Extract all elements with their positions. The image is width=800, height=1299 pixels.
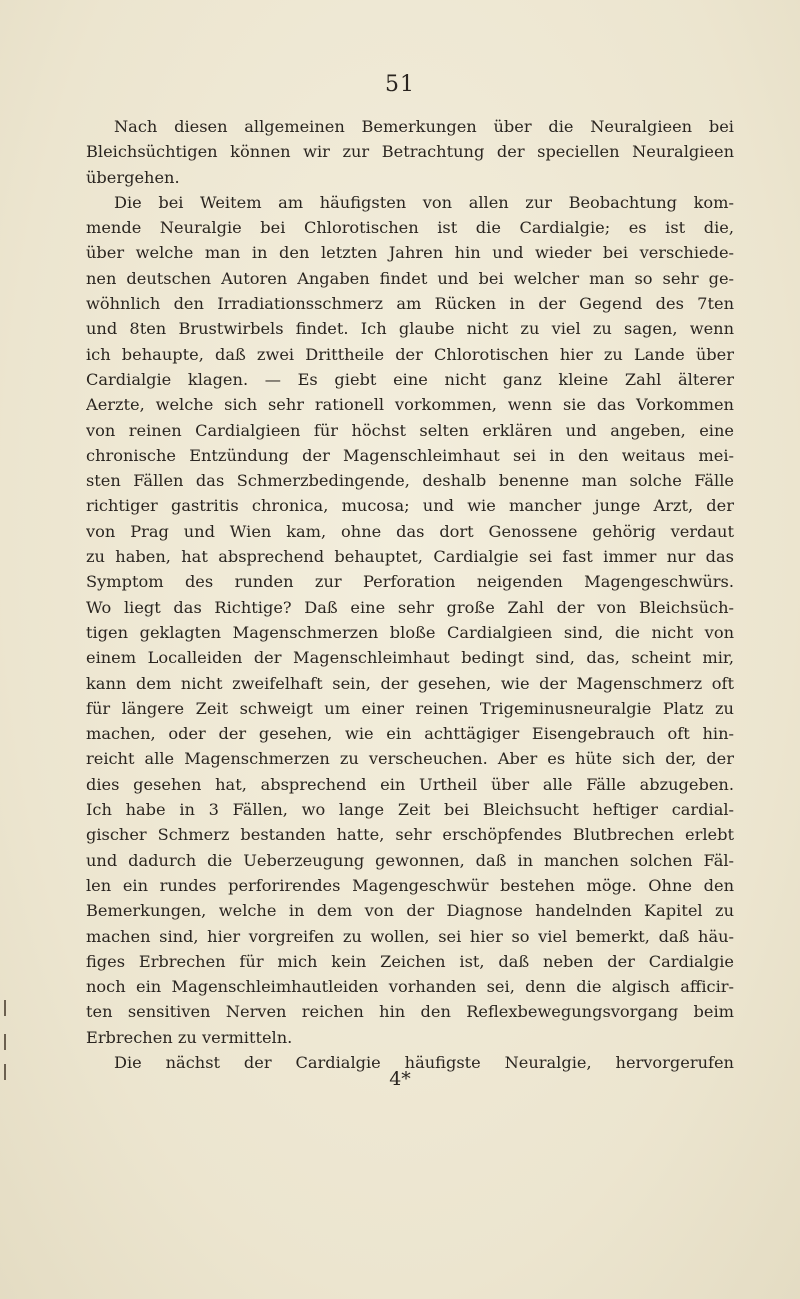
- text-line: sten Fällen das Schmerzbedingende, deshalb benenne man solche Fälle: [86, 471, 734, 491]
- text-line: gischer Schmerz bestanden hatte, sehr erschöpfendes Blutbrechen erlebt: [86, 825, 734, 845]
- text-line: einem Localleiden der Magenschleimhaut bedingt sind, das, scheint mir,: [86, 648, 734, 668]
- text-line: Nach diesen allgemeinen Bemerkungen über die Neuralgieen bei: [114, 117, 734, 136]
- text-line: Die nächst der Cardialgie häufigste Neuralgie, hervorgerufen: [114, 1052, 734, 1072]
- text-line: übergehen.: [86, 167, 180, 187]
- text-line: len ein rundes perforirendes Magengeschwür bestehen möge. Ohne den: [86, 875, 734, 895]
- text-line: Bemerkungen, welche in dem von der Diagnose handelnden Kapitel zu: [86, 901, 734, 921]
- text-line: dies gesehen hat, absprechend ein Urtheil über alle Fälle abzugeben.: [86, 774, 734, 794]
- body-text: [86, 114, 734, 1075]
- text-line: noch ein Magenschleimhautleiden vorhanden sei, denn die algisch afficir-: [86, 977, 734, 997]
- text-line: von Prag und Wien kam, ohne das dort Genossene gehörig verdaut: [86, 521, 734, 541]
- margin-marks: [4, 1000, 10, 1080]
- text-line: richtiger gastritis chronica, mucosa; und wie mancher junge Arzt, der: [86, 496, 734, 516]
- text-line: Ich habe in 3 Fällen, wo lange Zeit bei Bleichsucht heftiger cardial-: [86, 800, 734, 820]
- text-line: machen sind, hier vorgreifen zu wollen, sei hier so viel bemerkt, daß häu-: [86, 926, 734, 946]
- signature-mark: 4*: [389, 1068, 411, 1090]
- text-line: Aerzte, welche sich sehr rationell vorkommen, wenn sie das Vorkommen: [86, 395, 734, 415]
- text-line: Bleichsüchtigen können wir zur Betrachtung der speciellen Neuralgieen: [86, 142, 734, 162]
- text-line: ten sensitiven Nerven reichen hin den Reflexbewegungsvorgang beim: [86, 1002, 734, 1022]
- text-line: über welche man in den letzten Jahren hin und wieder bei verschiede-: [86, 243, 734, 263]
- text-line: Wo liegt das Richtige? Daß eine sehr große Zahl der von Bleichsüch-: [86, 597, 734, 617]
- text-line: Erbrechen zu vermitteln.: [86, 1027, 293, 1047]
- text-line: und 8ten Brustwirbels findet. Ich glaube nicht zu viel zu sagen, wenn: [86, 319, 734, 339]
- text-line: ich behaupte, daß zwei Drittheile der Chlorotischen hier zu Lande über: [86, 344, 734, 364]
- text-line: mende Neuralgie bei Chlorotischen ist die Cardialgie; es ist die,: [86, 218, 734, 238]
- text-line: für längere Zeit schweigt um einer reinen Trigeminusneuralgie Platz zu: [86, 698, 734, 718]
- text-line: tigen geklagten Magenschmerzen bloße Cardialgieen sind, die nicht von: [86, 622, 734, 642]
- text-line: Cardialgie klagen. — Es giebt eine nicht ganz kleine Zahl älterer: [86, 369, 734, 389]
- text-line: nen deutschen Autoren Angaben findet und bei welcher man so sehr ge-: [86, 268, 734, 288]
- text-line: Die bei Weitem am häufigsten von allen zur Beobachtung kom-: [114, 192, 734, 212]
- text-line: und dadurch die Ueberzeugung gewonnen, daß in manchen solchen Fäl-: [86, 850, 734, 870]
- text-line: machen, oder der gesehen, wie ein achttägiger Eisengebrauch oft hin-: [86, 724, 734, 744]
- text-line: kann dem nicht zweifelhaft sein, der gesehen, wie der Magenschmerz oft: [86, 673, 734, 693]
- text-line: Symptom des runden zur Perforation neigenden Magengeschwürs.: [86, 572, 734, 592]
- text-line: von reinen Cardialgieen für höchst selten erklären und angeben, eine: [86, 420, 734, 440]
- text-line: chronische Entzündung der Magenschleimhaut sei in den weitaus mei-: [86, 445, 734, 465]
- text-line: zu haben, hat absprechend behauptet, Cardialgie sei fast immer nur das: [86, 547, 734, 567]
- text-line: reicht alle Magenschmerzen zu verscheuchen. Aber es hüte sich der, der: [86, 749, 734, 769]
- text-line: wöhnlich den Irradiationsschmerz am Rücken in der Gegend des 7ten: [86, 294, 734, 314]
- page-number: 51: [385, 72, 415, 97]
- text-line: figes Erbrechen für mich kein Zeichen ist, daß neben der Cardialgie: [86, 951, 734, 971]
